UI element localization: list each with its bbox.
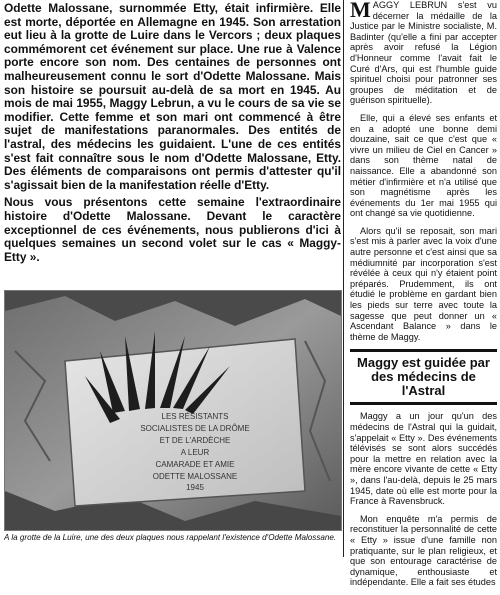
right-paragraph-3: Alors qu'il se reposait, son mari s'est mis à parler avec la voix d'une autre personne et c'est ainsi que sa médiumnité par incorporation s'est révélée à ceux qui n'y étaient point préparés. Prudemment, ils ont étudié le problème en gardant bien les pieds sur terre avec toute la sagesse que peut donner un « Ascendant Balance » dans le thème de Maggy.	[350, 225, 497, 342]
right-paragraph-5: Mon enquête m'a permis de reconstituer la personnalité de cette « Etty » issue d'une famille non pratiquante, sur le plan religieux, et que son entourage caractérise de dynamique, enthousiaste et indépendante. Elle a fait ses études	[350, 513, 497, 588]
plaque-line-2: SOCIALISTES DE LA DRÔME	[140, 424, 250, 433]
plaque-line-7: 1945	[186, 483, 204, 492]
plaque-line-5: CAMARADE ET AMIE	[155, 460, 235, 469]
plaque-line-3: ET DE L'ARDÈCHE	[159, 436, 231, 445]
plaque-line-1: LES RÉSISTANTS	[161, 412, 229, 421]
section-headline-box	[350, 349, 497, 405]
drop-cap: M	[350, 0, 371, 22]
plaque-line-4: A LEUR	[180, 448, 210, 457]
right-paragraph-1-text: AGGY LEBRUN s'est vu décerner la médaille de la Justice par le Ministre socialiste, M. Badinter (qu'elle a fini par accepter après avoir refusé la Légion d'Honneur comme l'avait fait le Curé d'Ars, qui est l'humble guide spirituel choisi pour patronner ses groupes de méditation et de guérison spirituelle).	[350, 0, 497, 106]
photo-caption: A la grotte de la Luire, une des deux plaques nous rappelant l'existence d'Odette Malossane.	[4, 533, 337, 542]
right-paragraph-2: Elle, qui a élevé ses enfants et en a adopté une bonne demi douzaine, sait ce que c'est que « vivre un milieu de Ciel en Cancer » dans son thème natal de naissance. Elle a abandonné son métier d'infirmière et n'a utilisé que son magnétisme après les événements du 1er mai 1955 qui ont changé sa vie quotidienne.	[350, 112, 497, 219]
section-headline: Maggy est guidée par des médecins de l'Astral	[357, 355, 490, 399]
plaque-photo-illustration	[5, 291, 341, 530]
column-divider	[343, 0, 344, 557]
plaque-line-6: ODETTE MALOSSANE	[152, 472, 238, 481]
intro-paragraph: Odette Malossane, surnommée Etty, était infirmière. Elle est morte, déportée en Allemagne en 1945. Son arrestation eut lieu à la grotte de Luire dans le Vercors ; deux plaques commémorent cet événement sur place. Une rue à Valence porte encore son nom. Des centaines de personnes ont malheureusement connu le sort d'Odette Malossane. Mais son histoire se poursuit au-delà de sa mort en 1945. Au mois de mai 1955, Maggy Lebrun, a vu le cours de sa vie se modifier. Cette femme et son mari ont commencé à être sujet de manifestations paranormales. Des entités de l'astral, des médecins les guidaient. L'une de ces entités s'est fait connaître sous le nom d'Odette Malossane, Etty. Des éléments de comparaisons ont permis d'attester qu'il s'agissait bien de la manifestation réelle d'Etty.	[4, 1, 341, 192]
left-column	[4, 2, 341, 268]
right-paragraph-4: Maggy a un jour qu'un des médecins de l'Astral qui la guidait, s'appelait « Etty ». Des événements télévisés se sont alors succédés pour la mettre en relation avec la mère encore vivante de cette « Etty », dans l'au-delà, depuis le 25 mars 1945, date où elle est morte pour la France à Ravensbruck.	[350, 411, 497, 507]
plaque-photo	[4, 290, 342, 531]
right-column	[350, 0, 497, 595]
announcement-paragraph: Nous vous présentons cette semaine l'extraordinaire histoire d'Odette Malossane. Devant le caractère exceptionnel de ces événements, nous publierons d'ici à quelques semaines un second volet sur le cas « Maggy-Etty ».	[4, 195, 341, 264]
right-paragraph-1	[350, 0, 497, 106]
